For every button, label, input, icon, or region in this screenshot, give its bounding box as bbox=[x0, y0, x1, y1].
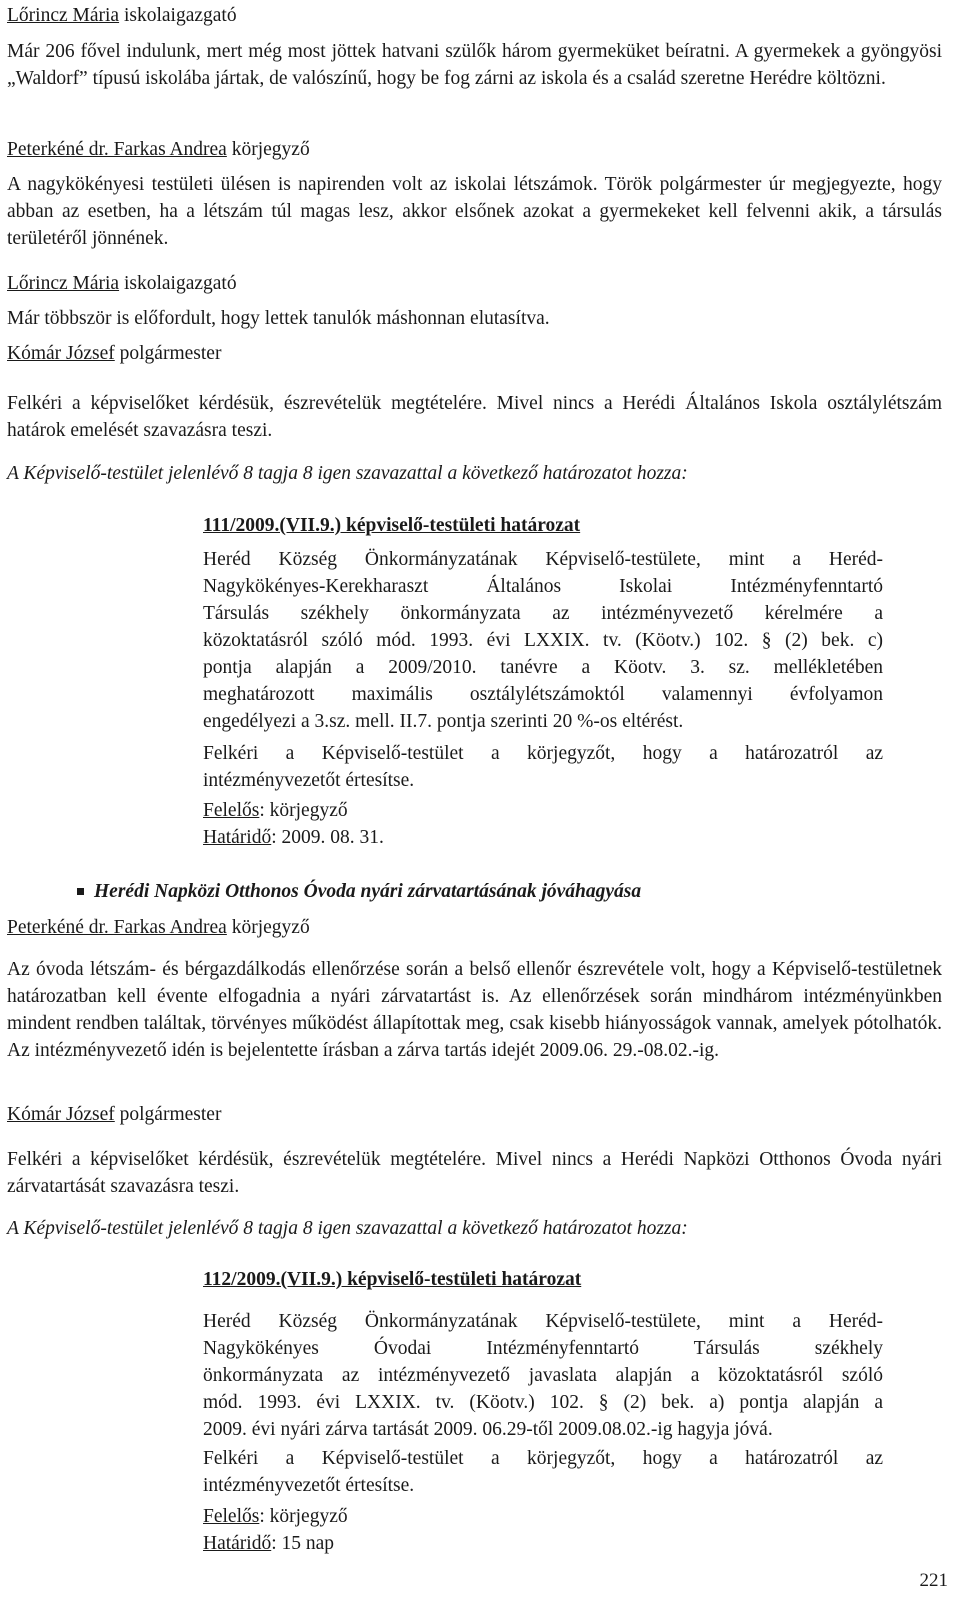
resolution-title: 111/2009.(VII.9.) képviselő-testületi határozat bbox=[203, 515, 581, 536]
speaker-name: Lőrincz Mária bbox=[7, 5, 120, 26]
agenda-heading-text: Herédi Napközi Otthonos Óvoda nyári zárvatartásának jóváhagyása bbox=[94, 881, 642, 902]
resolution-line: 2009. évi nyári zárva tartását 2009. 06.29-től 2009.08.02.-ig hagyja jóvá. bbox=[203, 1419, 773, 1440]
resolution-line: közoktatásról szóló mód. 1993. évi LXXIX. tv. (Köotv.) 102. § (2) bek. c) bbox=[203, 630, 883, 651]
resolution-body bbox=[203, 546, 883, 735]
resolution-line: Heréd Község Önkormányzatának Képviselő-testülete, mint a Heréd- bbox=[203, 1311, 883, 1332]
resolution-line: Nagykökényes-Kerekharaszt Általános Iskolai Intézményfenntartó bbox=[203, 576, 883, 597]
paragraph: Felkéri a képviselőket kérdésük, észrevételük megtételére. Mivel nincs a Herédi Napközi Otthonos Óvoda nyári zárvatartását szavazásra teszi. bbox=[7, 1149, 942, 1197]
responsible-line bbox=[203, 797, 883, 824]
resolution-line: önkormányzata az intézményvezető javaslata alapján a közoktatásról szóló bbox=[203, 1365, 883, 1386]
speaker-role: körjegyző bbox=[226, 139, 310, 160]
vote-statement: A Képviselő-testület jelenlévő 8 tagja 8 igen szavazattal a következő határozatot hozza: bbox=[7, 1218, 688, 1239]
responsible-label: Felelős bbox=[203, 800, 260, 821]
speaker-line bbox=[7, 1101, 942, 1128]
resolution-line: Társulás székhely önkormányzata az intézményvezető kérelmére a bbox=[203, 603, 883, 624]
resolution-line: pontja alapján a 2009/2010. tanévre a Köotv. 3. sz. mellékletében bbox=[203, 657, 883, 678]
deadline-label: Határidő bbox=[203, 827, 272, 848]
resolution-line: Heréd Község Önkormányzatának Képviselő-testülete, mint a Heréd- bbox=[203, 549, 883, 570]
paragraph: Már többször is előfordult, hogy lettek tanulók máshonnan elutasítva. bbox=[7, 308, 550, 329]
vote-statement: A Képviselő-testület jelenlévő 8 tagja 8 igen szavazattal a következő határozatot hozza: bbox=[7, 463, 688, 484]
deadline-line bbox=[203, 824, 883, 851]
resolution-notify bbox=[203, 740, 883, 794]
resolution-line: meghatározott maximális osztálylétszámoktól valamennyi évfolyamon bbox=[203, 684, 883, 705]
speaker-name: Kómár József bbox=[7, 343, 115, 364]
resolution-line: engedélyezi a 3.sz. mell. II.7. pontja szerinti 20 %-os eltérést. bbox=[203, 711, 684, 732]
speaker-role: iskolaigazgató bbox=[119, 273, 237, 294]
paragraph: Már 206 fővel indulunk, mert még most jöttek hatvani szülők három gyermeküket beíratni. A gyermekek a gyöngyösi „Waldorf” típusú iskolába jártak, de valószínű, hogy be fog zárni az iskola és a család szeretne Herédre költözni. bbox=[7, 41, 942, 89]
resolution-line: mód. 1993. évi LXXIX. tv. (Köotv.) 102. § (2) bek. a) pontja alapján a bbox=[203, 1392, 883, 1413]
responsible-label: Felelős bbox=[203, 1506, 260, 1527]
speaker-line bbox=[7, 136, 942, 163]
speaker-role: körjegyző bbox=[226, 917, 310, 938]
resolution-title: 112/2009.(VII.9.) képviselő-testületi határozat bbox=[203, 1269, 582, 1290]
speaker-name: Kómár József bbox=[7, 1104, 115, 1125]
speaker-role: polgármester bbox=[114, 343, 222, 364]
agenda-heading bbox=[7, 878, 942, 905]
speaker-line bbox=[7, 914, 942, 941]
paragraph: Az óvoda létszám- és bérgazdálkodás ellenőrzése során a belső ellenőr észrevétele volt, hogy a Képviselő-testületnek határozatban kell évente elfogadnia a nyári zárvatartást is. Az ellenőrzések során mindhárom intézményünkben mindent rendben találtak, törvényes működést állapítottak meg, csak kisebb hiányosságok vannak, amelyek pótolhatók. Az intézményvezető idén is bejelentette írásban a zárva tartás idejét 2009.06. 29.-08.02.-ig. bbox=[7, 959, 942, 1061]
speaker-line bbox=[7, 270, 942, 297]
deadline-value: : 15 nap bbox=[271, 1533, 335, 1554]
page-number: 221 bbox=[919, 1570, 948, 1591]
resolution-line: Nagykökényes Óvodai Intézményfenntartó Társulás székhely bbox=[203, 1338, 883, 1359]
square-bullet-icon bbox=[77, 888, 84, 895]
responsible-value: : körjegyző bbox=[259, 1506, 348, 1527]
responsible-line bbox=[203, 1503, 883, 1530]
notify-line: intézményvezetőt értesítse. bbox=[203, 1475, 415, 1496]
paragraph: Felkéri a képviselőket kérdésük, észrevételük megtételére. Mivel nincs a Herédi Általános Iskola osztálylétszám határok emelését szavazásra teszi. bbox=[7, 393, 942, 441]
paragraph: A nagykökényesi testületi ülésen is napirenden volt az iskolai létszámok. Török polgármester úr megjegyezte, hogy abban az esetben, ha a létszám túl magas lesz, akkor elsőnek azokat a gyermekeket kell felvenni akik, a társulás területéről jönnének. bbox=[7, 174, 942, 249]
speaker-name: Lőrincz Mária bbox=[7, 273, 120, 294]
deadline-value: : 2009. 08. 31. bbox=[271, 827, 384, 848]
resolution-body bbox=[203, 1308, 883, 1443]
deadline-label: Határidő bbox=[203, 1533, 272, 1554]
notify-line: intézményvezetőt értesítse. bbox=[203, 770, 415, 791]
speaker-name: Peterkéné dr. Farkas Andrea bbox=[7, 917, 227, 938]
speaker-role: iskolaigazgató bbox=[119, 5, 237, 26]
speaker-line bbox=[7, 340, 942, 367]
speaker-name: Peterkéné dr. Farkas Andrea bbox=[7, 139, 227, 160]
notify-line: Felkéri a Képviselő-testület a körjegyzőt, hogy a határozatról az bbox=[203, 743, 883, 764]
deadline-line bbox=[203, 1530, 883, 1557]
responsible-value: : körjegyző bbox=[259, 800, 348, 821]
notify-line: Felkéri a Képviselő-testület a körjegyzőt, hogy a határozatról az bbox=[203, 1448, 883, 1469]
resolution-notify bbox=[203, 1445, 883, 1499]
speaker-role: polgármester bbox=[114, 1104, 222, 1125]
speaker-line bbox=[7, 2, 942, 29]
